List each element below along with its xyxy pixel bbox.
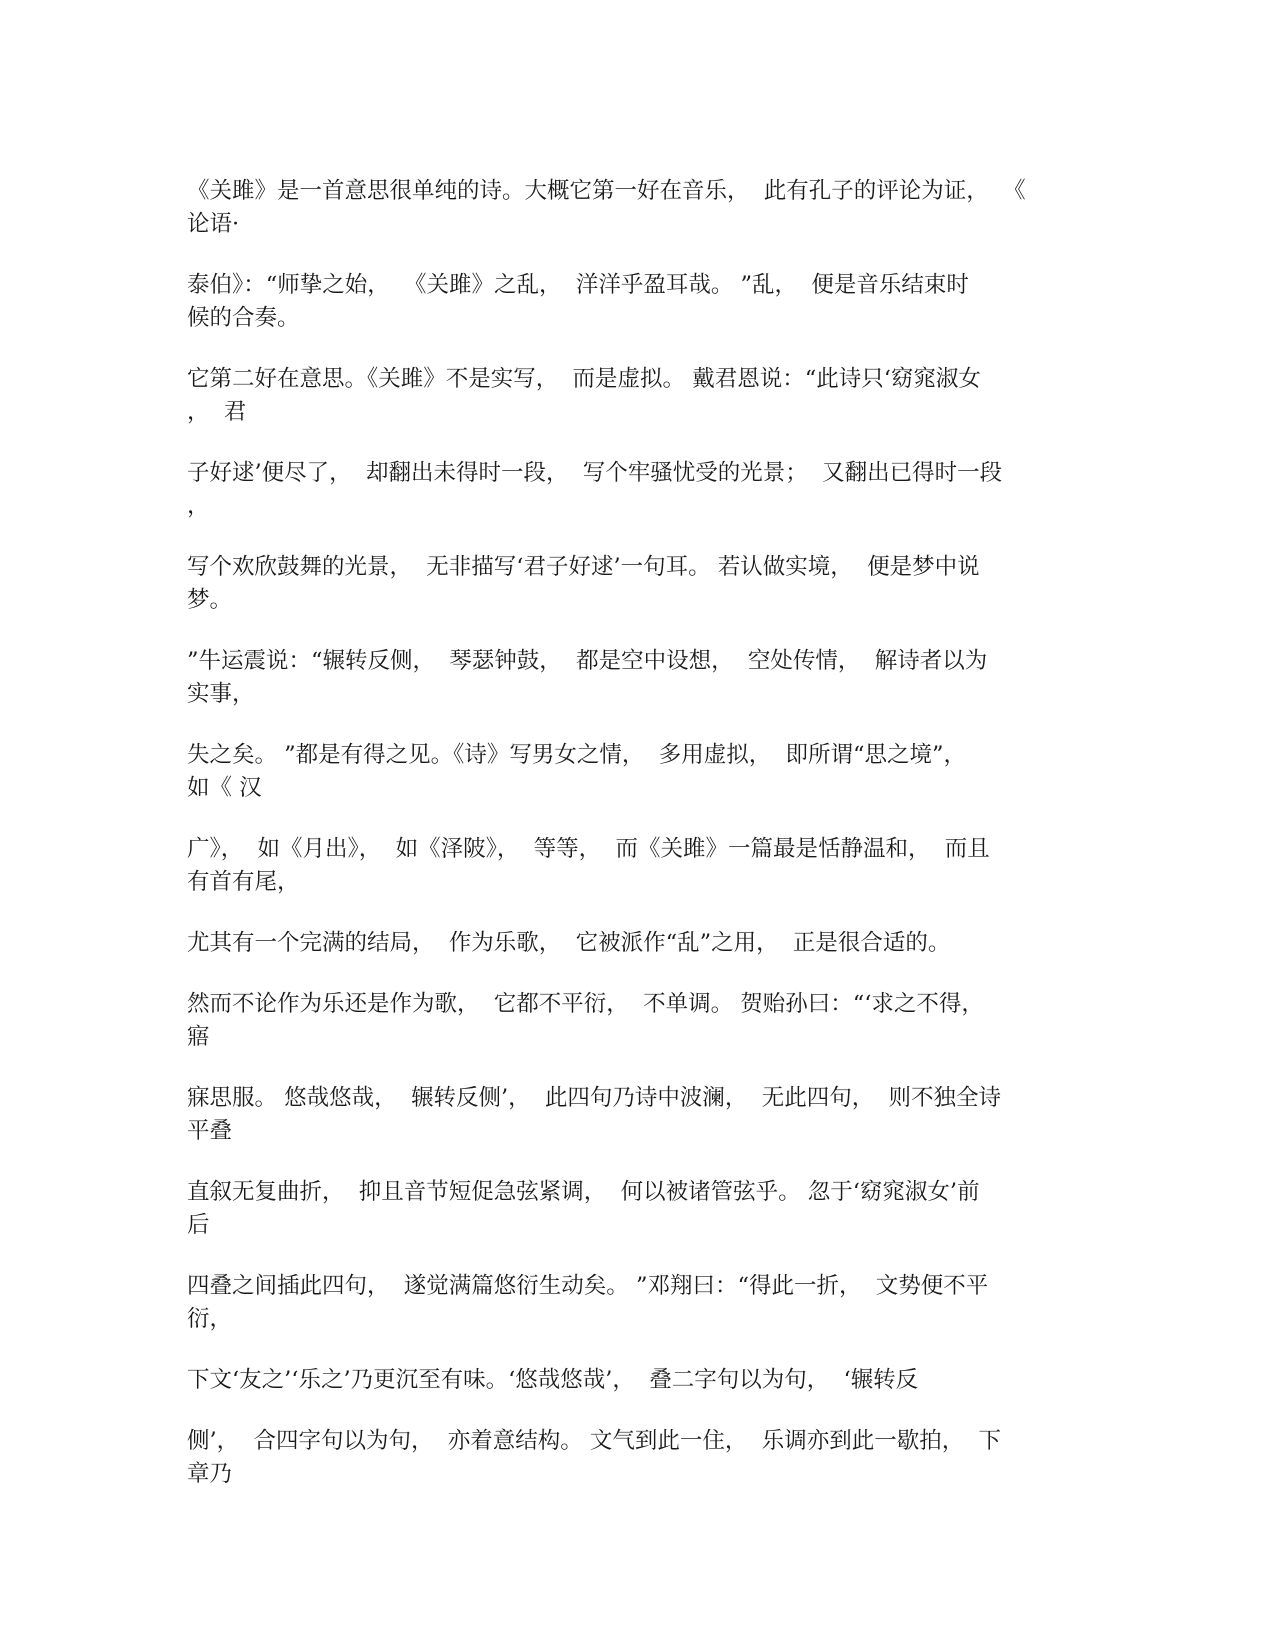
paragraph [187,1270,1092,1336]
text-line: 四叠之间插此四句， 遂觉满篇悠衍生动矣。 ”邓翔曰：“得此一折， 文势便不平 [187,1273,989,1299]
paragraph [187,988,1092,1054]
text-line: 平叠 [187,1118,233,1144]
text-line: 它第二好在意思。《关雎》不是实写， 而是虚拟。 戴君恩说：“此诗只‘窈窕淑女 [187,366,981,392]
text-line: 衍， [187,1306,233,1332]
text-line: 寐思服。 悠哉悠哉， 辗转反侧’， 此四句乃诗中波澜， 无此四句， 则不独全诗 [187,1085,1002,1111]
paragraph [187,457,1092,523]
text-line: 下文‘友之’‘乐之’乃更沉至有味。‘悠哉悠哉’， 叠二字句以为句， ‘辗转反 [187,1367,919,1393]
text-line: 如《 汉 [187,775,262,801]
text-line: 失之矣。 ”都是有得之见。《诗》写男女之情， 多用虚拟， 即所谓“思之境”， [187,742,967,768]
text-line: 寤 [187,1024,210,1050]
text-line: ， 君 [187,399,247,425]
text-line: 泰伯》：“师挚之始， 《关雎》之乱， 洋洋乎盈耳哉。 ”乱， 便是音乐结束时 [187,272,969,298]
text-line: 后 [187,1212,210,1238]
text-line: 实事， [187,681,255,707]
text-line: 候的合奏。 [187,305,300,331]
text-line: ， [187,493,210,519]
paragraph [187,269,1092,335]
body-text [187,175,1092,1519]
text-line: 侧’， 合四字句以为句， 亦着意结构。 文气到此一住， 乐调亦到此一歇拍， 下 [187,1428,1002,1454]
text-line: 写个欢欣鼓舞的光景， 无非描写‘君子好逑’一句耳。 若认做实境， 便是梦中说 [187,554,980,580]
paragraph [187,1425,1092,1491]
text-line: 尤其有一个完满的结局， 作为乐歌， 它被派作“乱”之用， 正是很合适的。 [187,930,951,956]
text-line: 直叙无复曲折， 抑且音节短促急弦紧调， 何以被诸管弦乎。 忽于‘窈窕淑女’前 [187,1179,980,1205]
paragraph [187,739,1092,805]
text-line: ”牛运震说：“辗转反侧， 琴瑟钟鼓， 都是空中设想， 空处传情， 解诗者以为 [187,648,988,674]
paragraph [187,551,1092,617]
text-line: 梦。 [187,587,233,613]
text-line: 然而不论作为乐还是作为歌， 它都不平衍， 不单调。 贺贻孙曰：“‘求之不得， [187,991,984,1017]
paragraph [187,175,1092,241]
paragraph [187,927,1092,960]
paragraph [187,645,1092,711]
paragraph [187,1082,1092,1148]
text-line: 章乃 [187,1461,233,1487]
text-line: 子好逑’便尽了， 却翻出未得时一段， 写个牢骚忧受的光景； 又翻出已得时一段 [187,460,1003,486]
text-line: 论语· [187,211,240,237]
text-line: 有首有尾， [187,869,300,895]
paragraph [187,363,1092,429]
paragraph [187,1364,1092,1397]
text-line: 《关雎》是一首意思很单纯的诗。大概它第一好在音乐， 此有孔子的评论为证， 《 [187,178,1026,204]
paragraph [187,833,1092,899]
paragraph [187,1176,1092,1242]
text-line: 广》， 如《月出》， 如《泽陂》， 等等， 而《关雎》一篇最是恬静温和， 而且 [187,836,990,862]
